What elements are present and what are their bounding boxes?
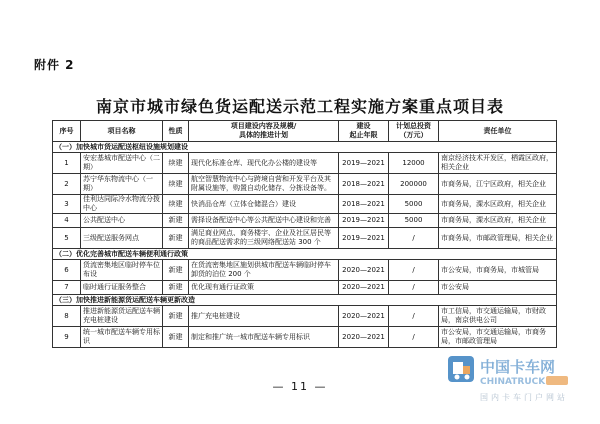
cell-name: 临时通行证服务整合 <box>81 281 163 295</box>
cell-seq: 7 <box>53 281 81 295</box>
cell-period: 2018—2021 <box>339 195 389 214</box>
cell-content: 在货流密集地区施划供城市配送车辆临时停车卸货的泊位 200 个 <box>189 260 339 281</box>
cell-name: 货流密集地区临时停车位布设 <box>81 260 163 281</box>
cell-investment: / <box>389 327 439 348</box>
cell-nature: 续建 <box>163 195 189 214</box>
cell-name: 三级配送服务网点 <box>81 228 163 249</box>
cell-nature: 新建 <box>163 214 189 228</box>
cell-investment: 12000 <box>389 153 439 174</box>
section-row <box>53 142 557 153</box>
cell-seq: 8 <box>53 306 81 327</box>
cell-investment: / <box>389 306 439 327</box>
header-responsible: 责任单位 <box>439 121 557 142</box>
cell-name: 公共配送中心 <box>81 214 163 228</box>
chinatruck-watermark-logo <box>446 348 596 408</box>
cell-responsible: 市商务局，市邮政管理局，相关企业 <box>439 228 557 249</box>
truck-logo-icon <box>448 356 474 382</box>
cell-nature: 新建 <box>163 281 189 295</box>
header-nature: 性质 <box>163 121 189 142</box>
svg-text:国内卡车门户网站: 国内卡车门户网站 <box>480 393 568 402</box>
cell-content: 满足商业网点、商务楼宇、企业及社区居民等的商品配送需求的三级网络配送站 300 个 <box>189 228 339 249</box>
attachment-label: 附件 2 <box>34 58 75 72</box>
cell-responsible: 市公安局 <box>439 281 557 295</box>
cell-investment: / <box>389 260 439 281</box>
table-row <box>53 281 557 295</box>
table-body <box>53 142 557 348</box>
svg-text:中国卡车网: 中国卡车网 <box>480 358 556 376</box>
header-period: 建设 起止年限 <box>339 121 389 142</box>
cell-name: 佳利达同际冷水物流分拨中心 <box>81 195 163 214</box>
cell-period: 2018—2021 <box>339 174 389 195</box>
cell-content: 需择设备配送中心等公共配送中心建设和完善 <box>189 214 339 228</box>
table-row <box>53 195 557 214</box>
cell-content: 优化现有通行证政策 <box>189 281 339 295</box>
section-row <box>53 249 557 260</box>
table-row <box>53 327 557 348</box>
cell-name: 安宏基城市配送中心（二期） <box>81 153 163 174</box>
cell-responsible: 市公安局，市商务局，市城管局 <box>439 260 557 281</box>
table-row <box>53 153 557 174</box>
cell-period: 2019—2021 <box>339 214 389 228</box>
section-title: （三）加快推进新能源货运配送车辆更新改造 <box>53 295 557 306</box>
cell-seq: 5 <box>53 228 81 249</box>
cell-name: 苏宁华东物流中心（一期） <box>81 174 163 195</box>
cell-period: 2020—2021 <box>339 281 389 295</box>
cell-content: 制定和推广统一城市配送车辆专用标识 <box>189 327 339 348</box>
cell-nature: 续建 <box>163 153 189 174</box>
cell-seq: 9 <box>53 327 81 348</box>
table-row <box>53 260 557 281</box>
header-name: 项目名称 <box>81 121 163 142</box>
table-row <box>53 306 557 327</box>
cell-investment: / <box>389 281 439 295</box>
table-row <box>53 214 557 228</box>
cell-period: 2020—2021 <box>339 327 389 348</box>
cell-responsible: 市商务局，溧水区政府，相关企业 <box>439 214 557 228</box>
table-header-row <box>53 121 557 142</box>
section-row <box>53 295 557 306</box>
cell-seq: 2 <box>53 174 81 195</box>
cell-seq: 1 <box>53 153 81 174</box>
cell-content: 推广充电桩建设 <box>189 306 339 327</box>
cell-responsible: 市商务局，溧水区政府，相关企业 <box>439 195 557 214</box>
cell-nature: 新建 <box>163 260 189 281</box>
table-row <box>53 228 557 249</box>
section-title: （一）加快城市货运配送枢纽设施规划建设 <box>53 142 557 153</box>
cell-responsible: 南京经济技术开发区，栖霞区政府，相关企业 <box>439 153 557 174</box>
cell-nature: 新建 <box>163 228 189 249</box>
cell-responsible: 市公安局，市交通运输局，市商务局，市邮政管理局 <box>439 327 557 348</box>
cell-responsible: 市商务局，江宁区政府，相关企业 <box>439 174 557 195</box>
cell-seq: 3 <box>53 195 81 214</box>
cell-investment: 5000 <box>389 195 439 214</box>
cell-content: 航空智慧物流中心与跨境自营和开发平台及其附属设施等，购置自动化储存、分拣设备等。 <box>189 174 339 195</box>
header-content: 项目建设内容及规模/ 具体的推进计划 <box>189 121 339 142</box>
cell-name: 推进新能源货运配送车辆充电桩建设 <box>81 306 163 327</box>
cell-name: 统一城市配送车辆专用标识 <box>81 327 163 348</box>
cell-period: 2020—2021 <box>339 260 389 281</box>
cell-nature: 续建 <box>163 174 189 195</box>
cell-period: 2019—2021 <box>339 228 389 249</box>
cell-content: 现代化标准仓库、现代化办公楼的建设等 <box>189 153 339 174</box>
header-seq: 序号 <box>53 121 81 142</box>
cell-responsible: 市工信局，市交通运输局，市财政局，南京供电公司 <box>439 306 557 327</box>
cell-seq: 4 <box>53 214 81 228</box>
cell-investment: 200000 <box>389 174 439 195</box>
cell-period: 2020—2021 <box>339 306 389 327</box>
header-investment: 计划总投资 （万元） <box>389 121 439 142</box>
svg-text:CHINATRUCK: CHINATRUCK <box>480 377 546 387</box>
section-title: （二）优化完善城市配送车辆便利通行政策 <box>53 249 557 260</box>
page-title: 南京市城市绿色货运配送示范工程实施方案重点项目表 <box>95 97 504 116</box>
table-row <box>53 174 557 195</box>
cell-seq: 6 <box>53 260 81 281</box>
cell-period: 2019—2021 <box>339 153 389 174</box>
cell-investment: 5000 <box>389 214 439 228</box>
page-number: — 11 — <box>272 380 328 393</box>
project-table <box>52 120 557 348</box>
cell-nature: 新建 <box>163 306 189 327</box>
cell-nature: 新建 <box>163 327 189 348</box>
cell-content: 快消品仓库（立体仓储混合）建设 <box>189 195 339 214</box>
cell-investment: / <box>389 228 439 249</box>
